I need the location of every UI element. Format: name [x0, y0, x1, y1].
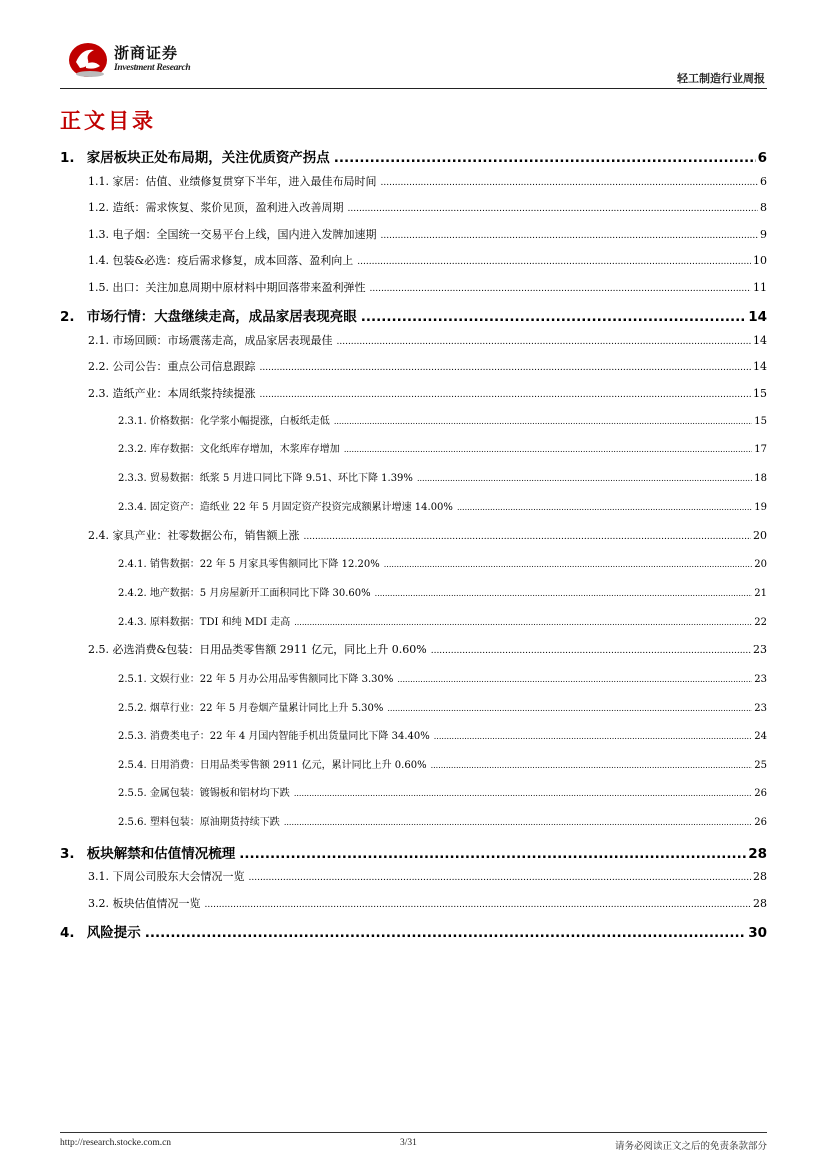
- report-type-label: 轻工制造行业周报: [677, 72, 765, 85]
- toc-dot-leader: [334, 152, 756, 166]
- toc-page-number: 22: [754, 617, 767, 628]
- toc-entry-label: [88, 226, 379, 242]
- toc-entry-title: 电子烟：全国统一交易平台上线，国内进入发牌加速期: [112, 228, 377, 241]
- toc-entry-label: [118, 670, 395, 685]
- toc-entry-number: 2.3.3.: [118, 473, 147, 484]
- toc-entry-number: 1.5.: [88, 281, 109, 294]
- toc-entry-level-2[interactable]: [88, 868, 767, 884]
- toc-entry-label: [118, 813, 282, 828]
- toc-entry-level-1[interactable]: [60, 305, 767, 325]
- toc-page-number: 18: [754, 473, 767, 484]
- toc-entry-title: 包装&必选：疫后需求修复，成本回落、盈利向上: [112, 254, 354, 267]
- toc-entry-number: 2.5.2.: [118, 703, 147, 714]
- toc-dot-leader: [205, 898, 752, 910]
- toc-dot-leader: [337, 335, 752, 347]
- toc-entry-title: 烟草行业：22 年 5 月卷烟产量累计同比上升 5.30%: [149, 703, 384, 714]
- toc-dot-leader: [361, 311, 747, 325]
- toc-page-number: 26: [754, 817, 767, 828]
- toc-entry-number: 2.1.: [88, 334, 109, 347]
- toc-entry-label: [118, 699, 385, 714]
- toc-entry-number: 2.4.3.: [118, 617, 147, 628]
- toc-entry-number: 3.1.: [88, 870, 109, 883]
- header-divider: [60, 88, 767, 89]
- toc-entry-number: 2.5.1.: [118, 674, 147, 685]
- toc-entry-label: [118, 412, 332, 427]
- toc-entry-label: [118, 584, 373, 599]
- footer-url-link[interactable]: http://research.stocke.com.cn: [60, 1138, 172, 1148]
- toc-dot-leader: [239, 848, 746, 862]
- toc-entry-number: 1.3.: [88, 228, 109, 241]
- toc-entry-level-2[interactable]: [88, 226, 767, 242]
- toc-entry-title: 造纸：需求恢复、浆价见顶，盈利进入改善周期: [112, 201, 344, 214]
- toc-entry-label: [88, 252, 355, 268]
- toc-entry-number: 2.5.5.: [118, 788, 147, 799]
- toc-entry-label: [118, 440, 342, 455]
- toc-entry-title: 市场行情：大盘继续走高，成品家居表现亮眼: [86, 309, 357, 325]
- toc-entry-label: [88, 358, 258, 374]
- toc-entry-level-2[interactable]: [88, 252, 767, 268]
- toc-entry-level-1[interactable]: [60, 921, 767, 941]
- toc-entry-number: 2.5.6.: [118, 817, 147, 828]
- toc-entry-number: 4.: [60, 925, 75, 941]
- toc-entry-label: [88, 199, 346, 215]
- toc-entry-number: 2.4.: [88, 529, 109, 542]
- toc-page-number: 15: [753, 387, 767, 400]
- toc-entry-title: 文娱行业：22 年 5 月办公用品零售额同比下降 3.30%: [149, 674, 394, 685]
- toc-entry-title: 造纸产业：本周纸浆持续提涨: [112, 387, 256, 400]
- toc-entry-title: 日用消费：日用品类零售额 2911 亿元，累计同比上升 0.60%: [149, 760, 427, 771]
- toc-entry-number: 3.: [60, 846, 75, 862]
- toc-page-number: 19: [754, 502, 767, 513]
- toc-entry-level-3[interactable]: [118, 813, 767, 828]
- toc-entry-number: 1.1.: [88, 175, 109, 188]
- toc-entry-label: [118, 756, 429, 771]
- toc-entry-level-3[interactable]: [118, 498, 767, 513]
- toc-entry-number: 1.: [60, 150, 75, 166]
- toc-entry-number: 2.5.4.: [118, 760, 147, 771]
- toc-entry-title: 原料数据：TDI 和纯 MDI 走高: [149, 617, 291, 628]
- toc-heading: 正文目录: [60, 109, 156, 133]
- toc-dot-leader: [431, 644, 751, 656]
- toc-entry-label: [118, 613, 292, 628]
- toc-dot-leader: [145, 927, 747, 941]
- toc-entry-title: 市场回顾：市场震荡走高，成品家居表现最佳: [112, 334, 333, 347]
- toc-entry-number: 2.4.2.: [118, 588, 147, 599]
- toc-entry-number: 2.4.1.: [118, 559, 147, 570]
- toc-dot-leader: [294, 789, 752, 799]
- toc-page-number: 28: [753, 897, 767, 910]
- toc-dot-leader: [381, 176, 759, 188]
- toc-entry-level-2[interactable]: [88, 199, 767, 215]
- toc-entry-title: 价格数据：化学浆小幅提涨，白板纸走低: [149, 416, 330, 427]
- footer-page-number: 3/31: [400, 1138, 417, 1148]
- toc-entry-title: 出口：关注加息周期中原材料中期回落带来盈利弹性: [112, 281, 366, 294]
- toc-entry-number: 2.5.3.: [118, 731, 147, 742]
- toc-dot-leader: [357, 255, 751, 267]
- toc-entry-label: [88, 332, 335, 348]
- toc-dot-leader: [375, 589, 753, 599]
- toc-page-number: 20: [753, 529, 767, 542]
- toc-entry-level-3[interactable]: [118, 756, 767, 771]
- toc-entry-title: 风险提示: [86, 925, 141, 941]
- toc-entry-title: 下周公司股东大会情况一览: [112, 870, 245, 883]
- toc-entry-level-3[interactable]: [118, 727, 767, 742]
- toc-dot-leader: [397, 675, 752, 685]
- toc-dot-leader: [344, 445, 752, 455]
- toc-entry-title: 贸易数据：纸浆 5 月进口同比下降 9.51、环比下降 1.39%: [149, 473, 413, 484]
- toc-entry-title: 消费类电子：22 年 4 月国内智能手机出货量同比下降 34.40%: [149, 731, 430, 742]
- toc-entry-number: 2.3.: [88, 387, 109, 400]
- toc-entry-label: [118, 784, 292, 799]
- toc-dot-leader: [387, 704, 752, 714]
- toc-dot-leader: [370, 282, 752, 294]
- toc-entry-level-2[interactable]: [88, 358, 767, 374]
- toc-page-number: 24: [754, 731, 767, 742]
- toc-entry-level-3[interactable]: [118, 613, 767, 628]
- toc-page-number: 30: [748, 925, 767, 941]
- page-header: [60, 38, 767, 90]
- logo-text-en: Investment Research: [114, 63, 191, 73]
- toc-page-number: 11: [753, 281, 767, 294]
- toc-dot-leader: [381, 229, 759, 241]
- toc-entry-level-2[interactable]: [88, 527, 767, 543]
- toc-page-number: 17: [754, 444, 767, 455]
- company-logo-icon: [68, 40, 108, 78]
- toc-entry-level-3[interactable]: [118, 555, 767, 570]
- toc-dot-leader: [294, 618, 752, 628]
- toc-entry-level-3[interactable]: [118, 440, 767, 455]
- toc-page-number: 21: [754, 588, 767, 599]
- toc-page-number: 23: [753, 643, 767, 656]
- toc-entry-label: [60, 305, 359, 325]
- toc-page-number: 14: [753, 360, 767, 373]
- toc-entry-level-2[interactable]: [88, 173, 767, 189]
- toc-entry-title: 金属包装：镀锡板和铝材均下跌: [149, 788, 290, 799]
- toc-entry-title: 库存数据：文化纸库存增加，木浆库存增加: [149, 444, 340, 455]
- toc-page-number: 28: [748, 846, 767, 862]
- toc-entry-level-3[interactable]: [118, 412, 767, 427]
- toc-entry-label: [60, 921, 143, 941]
- toc-entry-number: 3.2.: [88, 897, 109, 910]
- toc-dot-leader: [434, 732, 753, 742]
- toc-dot-leader: [249, 871, 752, 883]
- toc-entry-level-3[interactable]: [118, 584, 767, 599]
- toc-entry-level-2[interactable]: [88, 279, 767, 295]
- toc-dot-leader: [431, 761, 753, 771]
- toc-page-number: 6: [760, 175, 767, 188]
- toc-entry-level-3[interactable]: [118, 699, 767, 714]
- toc-entry-title: 公司公告：重点公司信息跟踪: [112, 360, 256, 373]
- toc-entry-label: [88, 173, 379, 189]
- toc-entry-number: 2.5.: [88, 643, 109, 656]
- toc-entry-label: [60, 146, 332, 166]
- toc-entry-title: 销售数据：22 年 5 月家具零售额同比下降 12.20%: [149, 559, 380, 570]
- toc-page-number: 15: [754, 416, 767, 427]
- toc-page-number: 23: [754, 674, 767, 685]
- toc-page-number: 25: [754, 760, 767, 771]
- toc-entry-number: 1.4.: [88, 254, 109, 267]
- toc-entry-title: 板块解禁和估值情况梳理: [86, 846, 236, 862]
- toc-entry-number: 1.2.: [88, 201, 109, 214]
- toc-page-number: 8: [760, 201, 767, 214]
- footer-disclaimer-note: 请务必阅读正文之后的免责条款部分: [614, 1141, 767, 1152]
- toc-entry-level-2[interactable]: [88, 641, 767, 657]
- toc-entry-label: [118, 727, 432, 742]
- toc-dot-leader: [334, 417, 752, 427]
- toc-entry-level-2[interactable]: [88, 332, 767, 348]
- toc-entry-label: [88, 527, 302, 543]
- toc-entry-label: [118, 498, 455, 513]
- toc-entry-level-3[interactable]: [118, 670, 767, 685]
- toc-page-number: 23: [754, 703, 767, 714]
- toc-dot-leader: [348, 202, 759, 214]
- toc-dot-leader: [260, 361, 752, 373]
- toc-entry-label: [88, 641, 429, 657]
- toc-entry-title: 家居：估值、业绩修复贯穿下半年，进入最佳布局时间: [112, 175, 377, 188]
- toc-dot-leader: [304, 530, 752, 542]
- toc-page-number: 14: [748, 309, 767, 325]
- toc-entry-label: [88, 868, 247, 884]
- toc-dot-leader: [260, 388, 752, 400]
- toc-entry-number: 2.3.4.: [118, 502, 147, 513]
- toc-entry-level-3[interactable]: [118, 784, 767, 799]
- toc-dot-leader: [417, 474, 752, 484]
- toc-page-number: 6: [757, 150, 767, 166]
- toc-entry-title: 地产数据：5 月房屋新开工面积同比下降 30.60%: [149, 588, 371, 599]
- toc-page-number: 9: [760, 228, 767, 241]
- toc-dot-leader: [457, 503, 752, 513]
- toc-entry-title: 家具产业：社零数据公布，销售额上涨: [112, 529, 300, 542]
- toc-entry-number: 2.: [60, 309, 75, 325]
- toc-entry-level-1[interactable]: [60, 842, 767, 862]
- toc-entry-level-3[interactable]: [118, 469, 767, 484]
- toc-entry-number: 2.3.1.: [118, 416, 147, 427]
- toc-entry-label: [88, 385, 258, 401]
- toc-entry-number: 2.2.: [88, 360, 109, 373]
- toc-entry-label: [118, 469, 415, 484]
- toc-entry-title: 必选消费&包装：日用品类零售额 2911 亿元，同比上升 0.60%: [112, 643, 427, 656]
- toc-dot-leader: [284, 818, 752, 828]
- toc-entry-label: [60, 842, 237, 862]
- toc-page-number: 28: [753, 870, 767, 883]
- toc-entry-label: [88, 279, 368, 295]
- toc-page-number: 14: [753, 334, 767, 347]
- footer-divider: [60, 1132, 767, 1133]
- toc-entry-title: 固定资产：造纸业 22 年 5 月固定资产投资完成额累计增速 14.00%: [149, 502, 453, 513]
- toc-entry-level-2[interactable]: [88, 895, 767, 911]
- toc-entry-title: 塑料包装：原油期货持续下跌: [149, 817, 280, 828]
- toc-entry-title: 家居板块正处布局期，关注优质资产拐点: [86, 150, 330, 166]
- toc-page-number: 20: [754, 559, 767, 570]
- toc-entry-level-2[interactable]: [88, 385, 767, 401]
- toc-entry-level-1[interactable]: [60, 146, 767, 166]
- toc-entry-label: [118, 555, 382, 570]
- logo-text-cn: 浙商证券: [114, 44, 179, 62]
- toc-entry-title: 板块估值情况一览: [112, 897, 201, 910]
- toc-entry-label: [88, 895, 203, 911]
- toc-page-number: 26: [754, 788, 767, 799]
- toc-dot-leader: [384, 560, 753, 570]
- toc-page-number: 10: [753, 254, 767, 267]
- toc-entry-number: 2.3.2.: [118, 444, 147, 455]
